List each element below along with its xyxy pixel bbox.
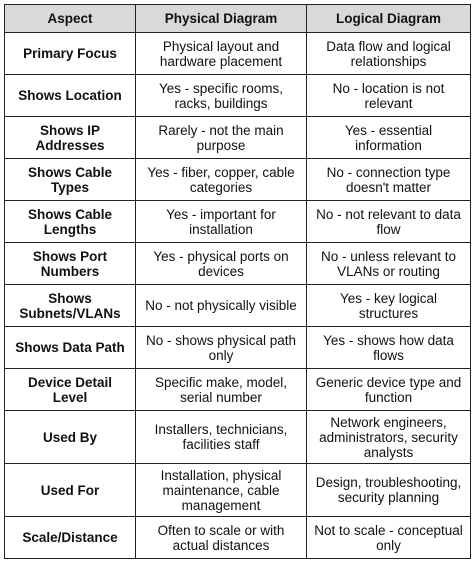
comparison-table: [4, 4, 471, 559]
table-row: [5, 201, 471, 243]
table-header-row: [5, 5, 471, 33]
logical-cell: Data flow and logical relationships: [307, 33, 471, 75]
comparison-table-container: [4, 4, 470, 559]
logical-cell: No - connection type doesn't matter: [307, 159, 471, 201]
physical-cell: No - shows physical path only: [136, 327, 307, 369]
aspect-cell: Used By: [5, 411, 136, 464]
aspect-cell: Shows IP Addresses: [5, 117, 136, 159]
physical-cell: Physical layout and hardware placement: [136, 33, 307, 75]
physical-cell: Installation, physical maintenance, cable management: [136, 464, 307, 517]
aspect-cell: Used For: [5, 464, 136, 517]
table-row: [5, 411, 471, 464]
physical-cell: Often to scale or with actual distances: [136, 517, 307, 559]
aspect-cell: Shows Port Numbers: [5, 243, 136, 285]
aspect-cell: Shows Cable Lengths: [5, 201, 136, 243]
logical-cell: Yes - shows how data flows: [307, 327, 471, 369]
physical-cell: Yes - physical ports on devices: [136, 243, 307, 285]
physical-cell: Yes - important for installation: [136, 201, 307, 243]
physical-cell: Yes - specific rooms, racks, buildings: [136, 75, 307, 117]
aspect-cell: Shows Cable Types: [5, 159, 136, 201]
aspect-cell: Shows Subnets/VLANs: [5, 285, 136, 327]
aspect-cell: Shows Data Path: [5, 327, 136, 369]
physical-cell: Yes - fiber, copper, cable categories: [136, 159, 307, 201]
physical-cell: Installers, technicians, facilities staff: [136, 411, 307, 464]
table-row: [5, 369, 471, 411]
logical-cell: Design, troubleshooting, security planning: [307, 464, 471, 517]
table-row: [5, 159, 471, 201]
header-logical-diagram: Logical Diagram: [307, 5, 471, 33]
table-row: [5, 517, 471, 559]
logical-cell: Yes - essential information: [307, 117, 471, 159]
logical-cell: No - unless relevant to VLANs or routing: [307, 243, 471, 285]
table-row: [5, 75, 471, 117]
logical-cell: Not to scale - conceptual only: [307, 517, 471, 559]
table-row: [5, 243, 471, 285]
header-aspect: Aspect: [5, 5, 136, 33]
aspect-cell: Scale/Distance: [5, 517, 136, 559]
aspect-cell: Shows Location: [5, 75, 136, 117]
header-physical-diagram: Physical Diagram: [136, 5, 307, 33]
table-row: [5, 33, 471, 75]
logical-cell: Network engineers, administrators, security analysts: [307, 411, 471, 464]
aspect-cell: Primary Focus: [5, 33, 136, 75]
table-row: [5, 117, 471, 159]
physical-cell: Rarely - not the main purpose: [136, 117, 307, 159]
table-row: [5, 285, 471, 327]
logical-cell: Generic device type and function: [307, 369, 471, 411]
table-row: [5, 327, 471, 369]
physical-cell: No - not physically visible: [136, 285, 307, 327]
logical-cell: Yes - key logical structures: [307, 285, 471, 327]
logical-cell: No - location is not relevant: [307, 75, 471, 117]
logical-cell: No - not relevant to data flow: [307, 201, 471, 243]
aspect-cell: Device Detail Level: [5, 369, 136, 411]
physical-cell: Specific make, model, serial number: [136, 369, 307, 411]
table-row: [5, 464, 471, 517]
